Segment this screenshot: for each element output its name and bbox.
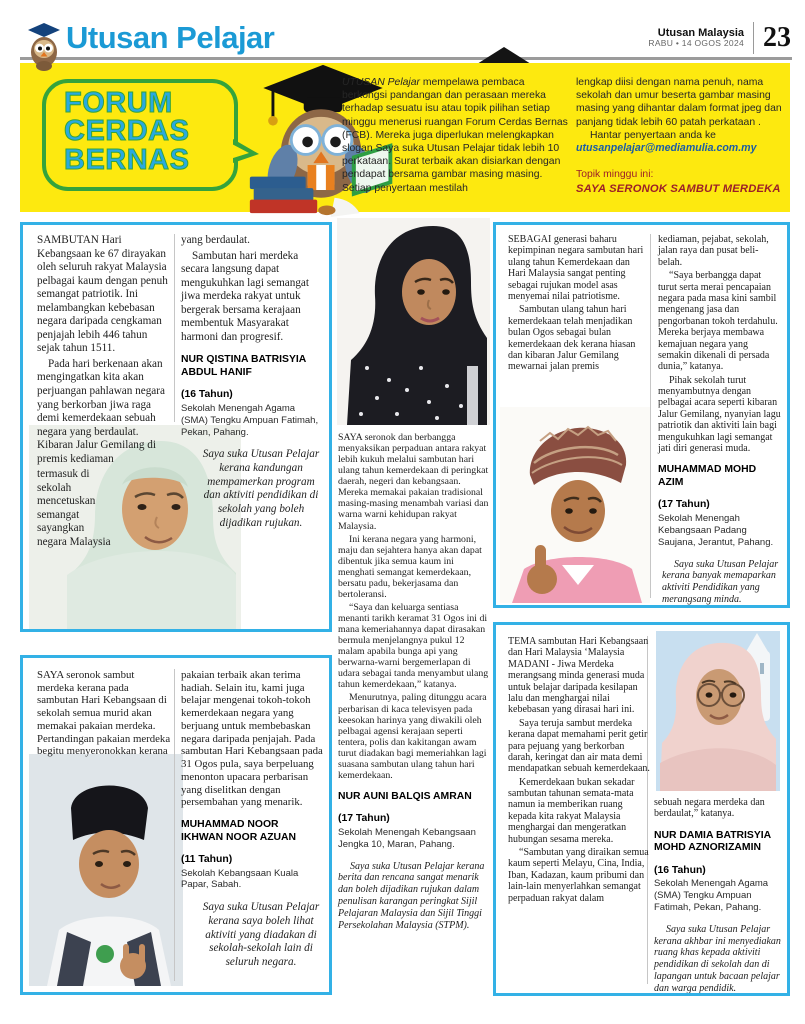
bubble-line-1: FORUM (64, 87, 173, 119)
column-divider (174, 234, 175, 422)
paragraph: yang berdaulat. (181, 234, 250, 246)
topic-label: Topik minggu ini: (576, 169, 654, 181)
photo-nur-damia-image (656, 631, 780, 791)
paragraph: Ini kerana negara yang harmoni, maju dan sejahtera hanya akan dapat dibentuk jika semua kaum ini menghati semangat kemerdekaan, bersatu padu, bekerjasama dan bertoleransi. (338, 533, 482, 600)
student-age: (17 Tahun) (338, 813, 390, 825)
paragraph: Saya teruja sambut merdeka kerana dapat memahami perit getir para pejuang yang berkorban darah, keringat dan air mata demi mendapatkan sebuah kemerdekaan. (508, 717, 650, 775)
article-column (654, 797, 782, 995)
article-column (658, 234, 782, 606)
paragraph: “Sambutan yang diraikan semua kaum seperti Melayu, Cina, India, Iban, Kadazan, kaum pribumi dan lain-lain menyerlahkan semangat perpaduan rakyat dalam (508, 847, 649, 904)
paragraph: Menurutnya, paling ditunggu acara perbarisan di kaca televisyen pada keesokan harinya yang diwakili oleh pelbagai agensi kerajaan seperti tentera, polis dan kakitangan awam turut diadakan bagi memeriahkan lagi suasana sambutan ulang tahun hari kemerdekaan. (338, 692, 487, 781)
paragraph: SAYA seronok dan berbangga menyaksikan perpaduan antara rakyat lebih kukuh melalui sambutan hari ulang tahun kemerdekaan di peringkat daerah, negeri dan kebangsaan. Mereka memakai pakaian tradisional masing-masing menambah variasi dan warna warni kehidupan rakyat Malaysia. (338, 432, 489, 532)
article-column (181, 669, 323, 970)
intro-left-text: mempelawa pembaca berkongsi pandangan dan perasaan mereka terhadap sesuatu isu atau topik pilihan setiap minggu menerusi ruangan Forum Cerdas Bernas (FCB). Mereka juga diperlukan melengkapkan slogan Saya suka Utusan Pelajar tidak lebih 10 perkataan. Surat terbaik akan disiarkan dengan pendapat bersama gambar masing masing. Setiap penyertaan mestilah (342, 77, 568, 194)
article-column (508, 636, 650, 906)
student-school: Sekolah Menengah Agama (SMA) Tengku Ampuan Fatimah, Pekan, Pahang. (654, 878, 769, 913)
entry-strip-auni (337, 218, 490, 1012)
cap-tip-decoration (477, 47, 531, 64)
issue-divider (753, 22, 754, 54)
slogan-text: Saya suka Utusan Pelajar kerana banyak memaparkan aktiviti Pendidikan yang merangsang minda. (662, 558, 779, 605)
article-column (181, 234, 323, 530)
student-school: Sekolah Kebangsaan Kuala Papar, Sabah. (181, 867, 299, 891)
student-school: Sekolah Menengah Kebangsaan Padang Saujana, Jerantut, Pahang. (658, 512, 774, 548)
column-divider (650, 234, 651, 598)
bubble-line-2: CERDAS (64, 115, 190, 148)
paragraph: pakaian terbaik akan terima hadiah. Selain itu, kami juga belajar mengenai tokoh-tokoh kemerdekaan negara yang berjuang untuk membebaskan negara daripada penjajah. Pada sambutan Hari Kebangsaan pada 31 Ogos pula, saya berpeluang menonton upacara perbarisan yang diselitkan dengan persembahan yang menarik. (181, 669, 323, 809)
slogan-text: Saya suka Utusan Pelajar kerana akhbar ini menyediakan ruang khas kepada aktiviti pendidikan di sekolah dan di lapangan untuk bacaan pelajar dan warga pendidik. (654, 923, 781, 994)
student-age: (11 Tahun) (181, 854, 233, 866)
banner-intro-right (576, 76, 784, 196)
student-name: NUR AUNI BALQIS AMRAN (338, 790, 472, 802)
paragraph: SEBAGAI generasi baharu kepimpinan negara sambutan hari ulang tahun Kemerdekaan dan Hari Malaysia sangat penting sebagai rujukan model asas menyemai nilai patriotisme. (508, 234, 644, 302)
intro-right-text: lengkap diisi dengan nama penuh, nama sekolah dan umur beserta gambar masing masing yang dihantar dalam format jpeg dan panjang tidak lebih 60 patah perkataan . (576, 77, 782, 128)
page-number: 23 (763, 22, 791, 53)
paragraph: TEMA sambutan Hari Kebangsaan dan Hari Malaysia ‘Malaysia MADANI - Jiwa Merdeka merangsang minda generasi muda untuk belajar daripada kesilapan lalu dan menghargai nilai kebebasan yang dirasai hari ini. (508, 636, 649, 716)
paragraph: Sambutan hari merdeka secara langsung dapat mengukuhkan lagi semangat jiwa merdeka rakyat untuk bergerak bersama kerajaan membentuk Masyarakat harmoni dan progresif. (181, 249, 310, 343)
masthead-rule (20, 57, 792, 60)
slogan-text: Saya suka Utusan Pelajar kerana berita dan rencana sangat menarik dan boleh dijadikan rujukan dalam penulisan karangan peringkat Sijil Pelajaran Malaysia dan Sijil Tinggi Persekolahan Malaysia (STPM). (338, 860, 485, 931)
entry-box-qistina (20, 222, 332, 632)
brand-title: Utusan Pelajar (66, 20, 275, 55)
article-column (37, 669, 171, 760)
entry-box-azim (493, 222, 790, 608)
paragraph: termasuk di sekolah mencetuskan semangat sayangkan negara Malaysia (37, 468, 111, 549)
issue-date: RABU • 14 OGOS 2024 (648, 38, 744, 49)
slogan-text: Saya suka Utusan Pelajar kerana kandungan mempamerkan program dan aktiviti pendidikan di sekolah yang boleh dijadikan rujukan. (202, 448, 320, 529)
banner-intro-left (342, 76, 572, 195)
topic-title: SAYA SERONOK SAMBUT MERDEKA (576, 182, 781, 195)
photo-muhammad-azim-image (500, 407, 650, 603)
article-column (508, 234, 650, 375)
paragraph: Kemerdekaan bukan sekadar sambutan tahunan semata-mata namun ia memberikan ruang kepada kita rakyat Malaysia menghargai dan mengeratkan hubungan sesama mereka. (508, 776, 635, 845)
paragraph: “Saya berbangga dapat turut serta merai pencapaian negara pada masa kini sambil mengenang jasa dan pengorbanan tokoh terdahulu. Mereka berjaya membawa kemajuan negara yang semakin dikenali di persada dunia,” katanya. (658, 270, 778, 373)
column-divider (174, 669, 175, 981)
submit-line: Hantar penyertaan anda ke (590, 129, 716, 141)
student-age: (16 Tahun) (654, 864, 706, 876)
student-school: Sekolah Menengah Agama (SMA) Tengku Ampuan Fatimah, Pekan, Pahang. (181, 402, 319, 438)
slogan-text: Saya suka Utusan Pelajar kerana saya boleh lihat aktiviti yang diadakan di sekolah-sekolah lain di seluruh negara. (202, 901, 320, 968)
student-name: NUR DAMIA BATRISYIA MOHD AZNORIZAMIN (654, 829, 771, 854)
student-age: (17 Tahun) (658, 499, 710, 511)
email-link[interactable]: utusanpelajar@mediamulia.com.my (576, 142, 757, 155)
paragraph: Pihak sekolah turut menyambutnya dengan pelbagai acara seperti kibaran Jalur Gemilang, nyanyian lagu patriotik dan aktiviti lain bagi mengukuhkan lagi semangat jati diri generasi muda. (658, 374, 781, 455)
paper-name: Utusan Malaysia (657, 26, 744, 39)
issue-info (648, 22, 791, 54)
photo-muhammad-ikhwan-image (29, 754, 183, 986)
paragraph: SAYA seronok sambut merdeka kerana pada sambutan Hari Kebangsaan di sekolah semua murid akan memakai pakaian merdeka. Pertandingan pakaian merdeka begitu menyeronokkan kerana (37, 669, 171, 758)
paragraph: sebuah negara merdeka dan berdaulat,” katanya. (654, 797, 765, 820)
student-name: NUR QISTINA BATRISYIA ABDUL HANIF (181, 354, 306, 378)
photo-nur-auni-image (337, 218, 490, 425)
forum-speech-bubble (42, 79, 238, 191)
issue-text (648, 27, 744, 49)
student-school: Sekolah Menengah Kebangsaan Jengka 10, Maran, Pahang. (338, 826, 476, 850)
forum-banner (20, 63, 790, 212)
paragraph: “Saya dan keluarga sentiasa menanti tarikh keramat 31 Ogos ini di mana kemeriahannya dapat dirasakan bermula menjelangnya pukul 12 malam apabila bunga api yang berwarna-warni bergemerlapan di udara sebagai tanda menyambut ulang tahun kemerdekaan,” katanya. (338, 601, 489, 691)
owl-logo-icon (26, 22, 62, 72)
student-age: (16 Tahun) (181, 389, 233, 401)
article-column (37, 234, 171, 552)
entry-box-damia (493, 622, 790, 996)
paragraph: kediaman, pejabat, sekolah, jalan raya dan pusat beli-belah. (658, 234, 769, 268)
student-name: MUHAMMAD MOHD AZIM (658, 464, 757, 488)
paragraph: Sambutan ulang tahun hari kemerdekaan telah menjadikan bulan Ogos sebagai bulan kemerdekaan dek kerana hiasan dan kibaran Jalur Gemilang mewarnai jalan premis (508, 304, 636, 373)
article-column (338, 432, 489, 931)
bubble-line-3: BERNAS (64, 143, 190, 176)
intro-lead: UTUSAN Pelajar (342, 77, 420, 88)
student-name: MUHAMMAD NOOR IKHWAN NOOR AZUAN (181, 819, 297, 843)
paragraph: Pada hari berkenaan akan mengingatkan kita akan perjuangan pahlawan negara yang berkorban jiwa raga demi kemerdekaan sebuah negara yang berdaulat. Kibaran Jalur Gemilang di premis kediaman (37, 357, 165, 465)
paragraph: SAMBUTAN Hari Kebangsaan ke 67 dirayakan oleh seluruh rakyat Malaysia pelbagai kaum dengan penuh semangat patriotik. Ini melambangkan kebebasan negara daripada cengkaman penjajah lebih 446 tahun sejak tahun 1511. (37, 234, 168, 355)
entry-box-ikhwan (20, 655, 332, 995)
